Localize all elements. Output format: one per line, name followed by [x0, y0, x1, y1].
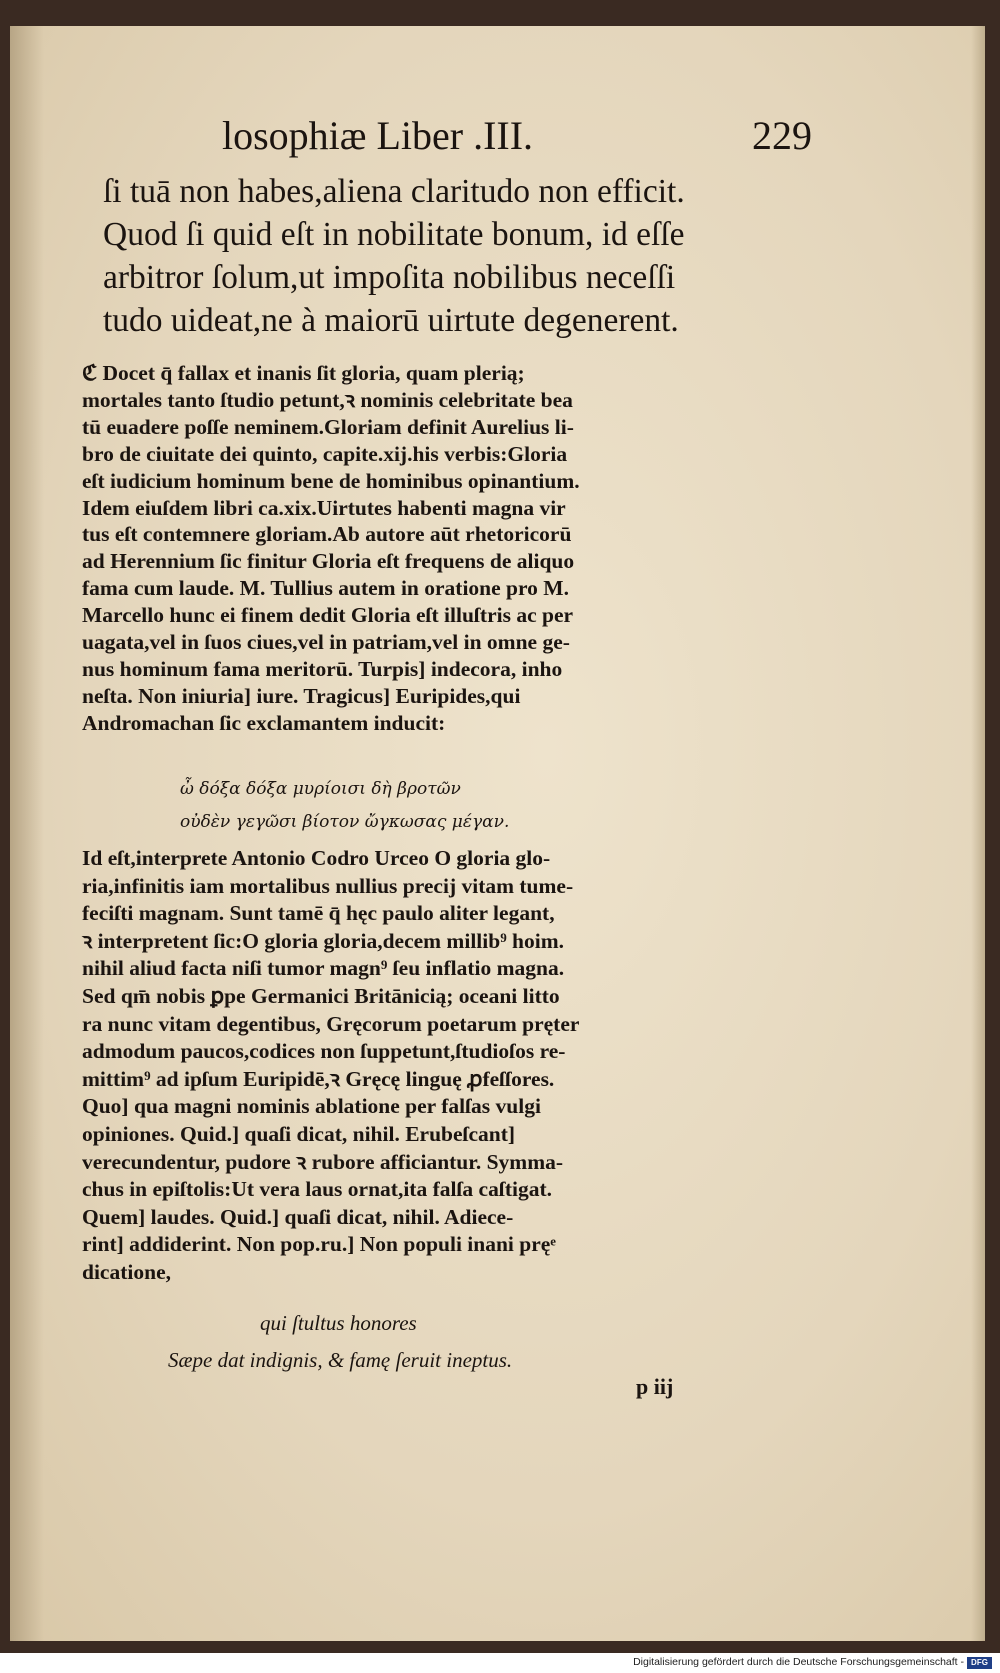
- commentary-line: Id eſt,interprete Antonio Codro Urceo O gloria glo-: [82, 846, 551, 870]
- commentary-line: verecundentur, pudore ꝛ rubore afficiantur. Symma-: [82, 1149, 564, 1174]
- dfg-logo: DFG: [967, 1657, 992, 1669]
- commentary-line: ra nunc vitam degentibus, Gręcorum poetarum pręter: [82, 1011, 580, 1036]
- commentary-line: Idem eiuſdem libri ca.xix.Uirtutes habenti magna vir: [82, 495, 566, 520]
- page-header: [222, 112, 812, 158]
- commentary-line: tū euadere poſſe neminem.Gloriam definit Aurelius li-: [82, 414, 574, 439]
- digitization-footer: [0, 1653, 1000, 1673]
- commentary-line: ꝛ interpretent ſic:O gloria gloria,decem millib⁹ hoim.: [82, 928, 564, 953]
- verse-quotation: [168, 1305, 512, 1379]
- commentary-line: uagata,vel in ſuos ciues,vel in patriam,vel in omne ge-: [82, 630, 570, 655]
- commentary-line: chus in epiſtolis:Ut vera laus ornat,ita falſa caſtigat.: [82, 1177, 552, 1202]
- main-text-block: [103, 170, 685, 342]
- page-edge-shadow: [971, 26, 985, 1641]
- commentary-line: ria,infinitis iam mortalibus nullius precij vitam tume-: [82, 873, 574, 898]
- greek-line: οὐδὲν γεγῶσι βίοτον ὤγκωσας μέγαν.: [180, 812, 510, 832]
- commentary-line: nihil aliud facta niſi tumor magn⁹ ſeu inflatio magna.: [82, 956, 565, 981]
- commentary-line: neſta. Non iniuria] iure. Tragicus] Euripides,qui: [82, 683, 521, 708]
- commentary-line: feciſti magnam. Sunt tamē q̄ hęc paulo aliter legant,: [82, 901, 555, 926]
- commentary-line: ℭ Docet q̄ fallax et inanis ſit gloria, quam plerią;: [82, 361, 525, 385]
- greek-line: ὦ δόξα δόξα μυρίοισι δὴ βροτῶν: [180, 779, 461, 799]
- funding-credit: Digitalisierung gefördert durch die Deutsche Forschungsgemeinschaft -: [633, 1656, 964, 1668]
- commentary-line: tus eſt contemnere gloriam.Ab autore aūt rhetoricorū: [82, 522, 572, 547]
- commentary-line: eſt iudicium hominum bene de hominibus opinantium.: [82, 468, 580, 493]
- verse-line: Sæpe dat indignis, & famę ſeruit ineptus.: [168, 1348, 513, 1372]
- commentary-line: mittim⁹ ad ipſum Euripidē,ꝛ Gręcę linguę ꝓfeſſores.: [82, 1066, 555, 1091]
- main-text-line: tudo uideat,ne à maiorū uirtute degenerent.: [103, 302, 679, 339]
- main-text-line: Quod ſi quid eſt in nobilitate bonum, id eſſe: [103, 216, 685, 253]
- commentary-line: mortales tanto ſtudio petunt,ꝛ nominis celebritate bea: [82, 387, 573, 412]
- running-title: losophiæ Liber .III.: [222, 113, 534, 158]
- commentary-line: Quo] qua magni nominis ablatione per falſas vulgi: [82, 1094, 541, 1119]
- commentary-line: fama cum laude. M. Tullius autem in oratione pro M.: [82, 576, 569, 601]
- commentary-block: [82, 360, 580, 737]
- main-text-line: ſi tuā non habes,aliena claritudo non efficit.: [103, 173, 685, 210]
- commentary-line: Andromachan ſic exclamantem inducit:: [82, 710, 446, 735]
- folio-number: 229: [752, 113, 812, 158]
- commentary-continued-block: [82, 845, 579, 1287]
- commentary-line: Marcello hunc ei finem dedit Gloria eſt illuſtris ac per: [82, 603, 574, 628]
- page-gutter-shadow: [10, 26, 44, 1641]
- commentary-line: bro de ciuitate dei quinto, capite.xij.his verbis:Gloria: [82, 441, 568, 466]
- commentary-line: Quem] laudes. Quid.] quaſi dicat, nihil. Adiece-: [82, 1204, 514, 1229]
- commentary-line: nus hominum fama meritorū. Turpis] indecora, inho: [82, 656, 563, 681]
- signature-mark: p iij: [636, 1374, 674, 1399]
- commentary-line: opiniones. Quid.] quaſi dicat, nihil. Erubeſcant]: [82, 1121, 516, 1146]
- verse-line: qui ſtultus honores: [260, 1311, 417, 1335]
- main-text-line: arbitror ſolum,ut impoſita nobilibus neceſſi: [103, 259, 676, 296]
- commentary-line: rint] addiderint. Non pop.ru.] Non populi inani pręͤ: [82, 1232, 556, 1257]
- commentary-line: admodum paucos,codices non ſuppetunt,ſtudioſos re-: [82, 1039, 566, 1064]
- commentary-line: ad Herennium ſic finitur Gloria eſt frequens de aliquo: [82, 549, 575, 574]
- commentary-line: dicatione,: [82, 1259, 171, 1284]
- commentary-line: Sed qm̄ nobis ꝑpe Germanici Britānicią; oceani litto: [82, 983, 560, 1008]
- greek-quotation: [180, 773, 509, 839]
